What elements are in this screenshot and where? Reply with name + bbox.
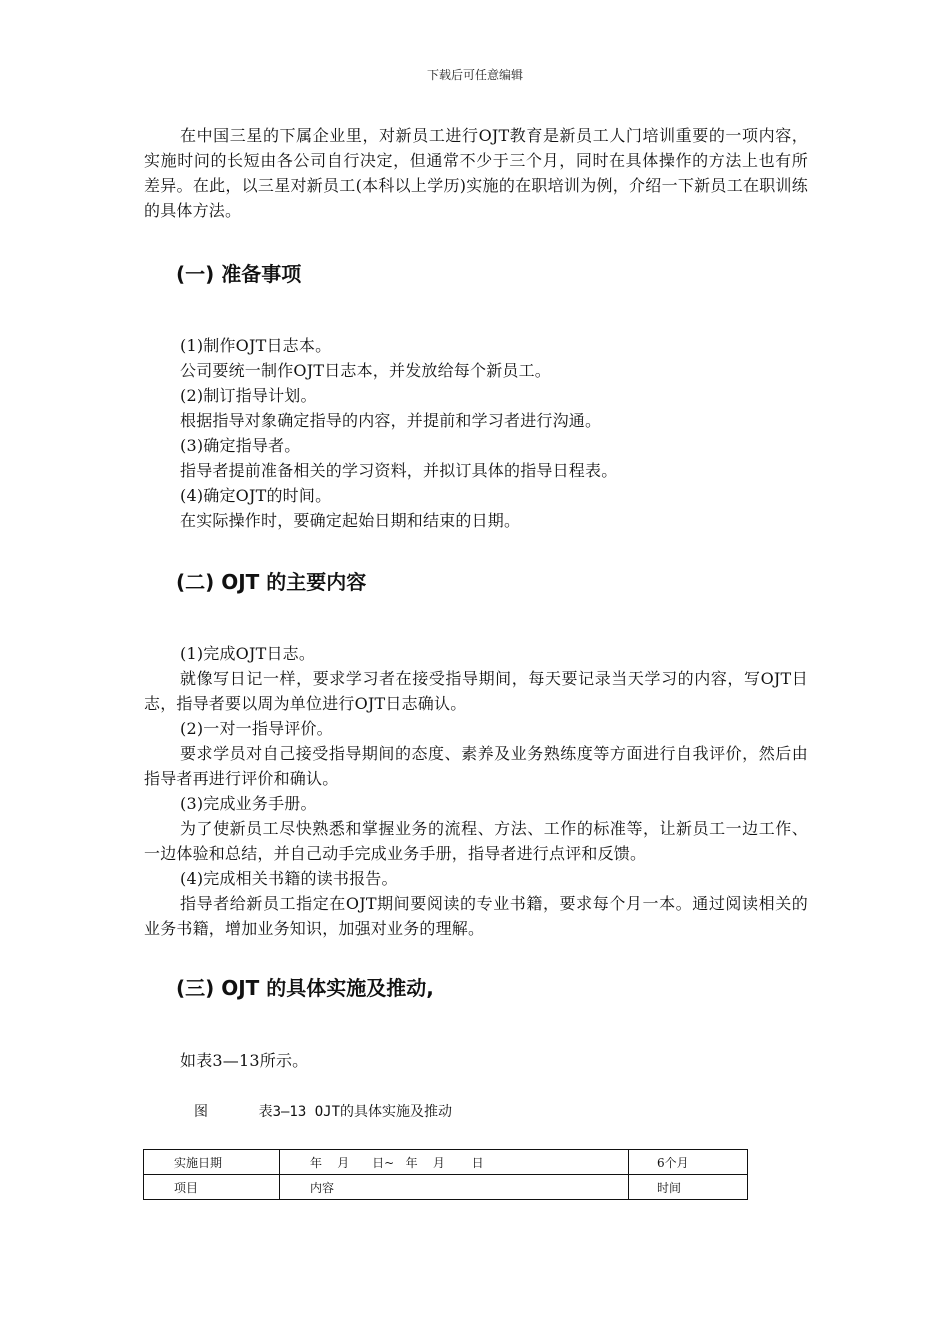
ojt-table (143, 1149, 748, 1200)
section-heading-3: (三) OJT 的具体实施及推动, (176, 976, 434, 1000)
section-1-line: (4)确定OJT的时间。 (180, 486, 332, 505)
table-cell: 内容 (280, 1175, 629, 1200)
section-2-paragraph: (1)完成OJT日志。 (180, 644, 316, 663)
section-heading-2: (二) OJT 的主要内容 (176, 570, 367, 594)
table-cell: 年 月 日~ 年 月 日 (280, 1150, 629, 1175)
section-2-body (144, 641, 808, 941)
section-1-body (180, 333, 808, 533)
table-reference-note: 如表3—13所示。 (180, 1051, 309, 1070)
table-cell: 项目 (144, 1175, 280, 1200)
section-1-line: 公司要统一制作OJT日志本，并发放给每个新员工。 (180, 361, 552, 380)
table-row (144, 1150, 748, 1175)
section-1-line: 在实际操作时，要确定起始日期和结束的日期。 (180, 511, 521, 530)
table-cell: 6个月 (629, 1150, 748, 1175)
table-cell: 时间 (629, 1175, 748, 1200)
table-row (144, 1175, 748, 1200)
section-1-line: (1)制作OJT日志本。 (180, 336, 332, 355)
section-heading-1: (一) 准备事项 (176, 262, 302, 286)
section-2-paragraph: (2)一对一指导评价。 (180, 719, 333, 738)
section-1-line: (3)确定指导者。 (180, 436, 301, 455)
header-note: 下载后可任意编辑 (426, 68, 523, 82)
section-2-paragraph: (4)完成相关书籍的读书报告。 (180, 869, 398, 888)
table-cell: 实施日期 (144, 1150, 280, 1175)
intro-paragraph: 在中国三星的下属企业里，对新员工进行OJT教育是新员工人门培训重要的一项内容，实施时问的长短由各公司自行决定，但通常不少于三个月，同时在具体操作的方法上也有所差异。在此，以三星对新员工(本科以上学历)实施的在职培训为例，介绍一下新员工在职训练的具体方法。 (144, 126, 808, 220)
section-2-paragraph: 要求学员对自己接受指导期间的态度、素养及业务熟练度等方面进行自我评价，然后由指导者再进行评价和确认。 (144, 744, 808, 788)
section-2-paragraph: 就像写日记一样，要求学习者在接受指导期间，每天要记录当天学习的内容，写OJT日志，指导者要以周为单位进行OJT日志确认。 (144, 669, 808, 713)
table-caption: 图 表3—13 OJT的具体实施及推动 (194, 1104, 453, 1120)
section-1-line: (2)制订指导计划。 (180, 386, 317, 405)
section-1-line: 指导者提前准备相关的学习资料，并拟订具体的指导日程表。 (180, 461, 618, 480)
section-2-paragraph: 指导者给新员工指定在OJT期间要阅读的专业书籍，要求每个月一本。通过阅读相关的业务书籍，增加业务知识，加强对业务的理解。 (144, 894, 808, 938)
section-1-line: 根据指导对象确定指导的内容，并提前和学习者进行沟通。 (180, 411, 602, 430)
section-2-paragraph: 为了使新员工尽快熟悉和掌握业务的流程、方法、工作的标准等，让新员工一边工作、一边体验和总结，并自己动手完成业务手册，指导者进行点评和反馈。 (144, 819, 808, 863)
section-2-paragraph: (3)完成业务手册。 (180, 794, 317, 813)
